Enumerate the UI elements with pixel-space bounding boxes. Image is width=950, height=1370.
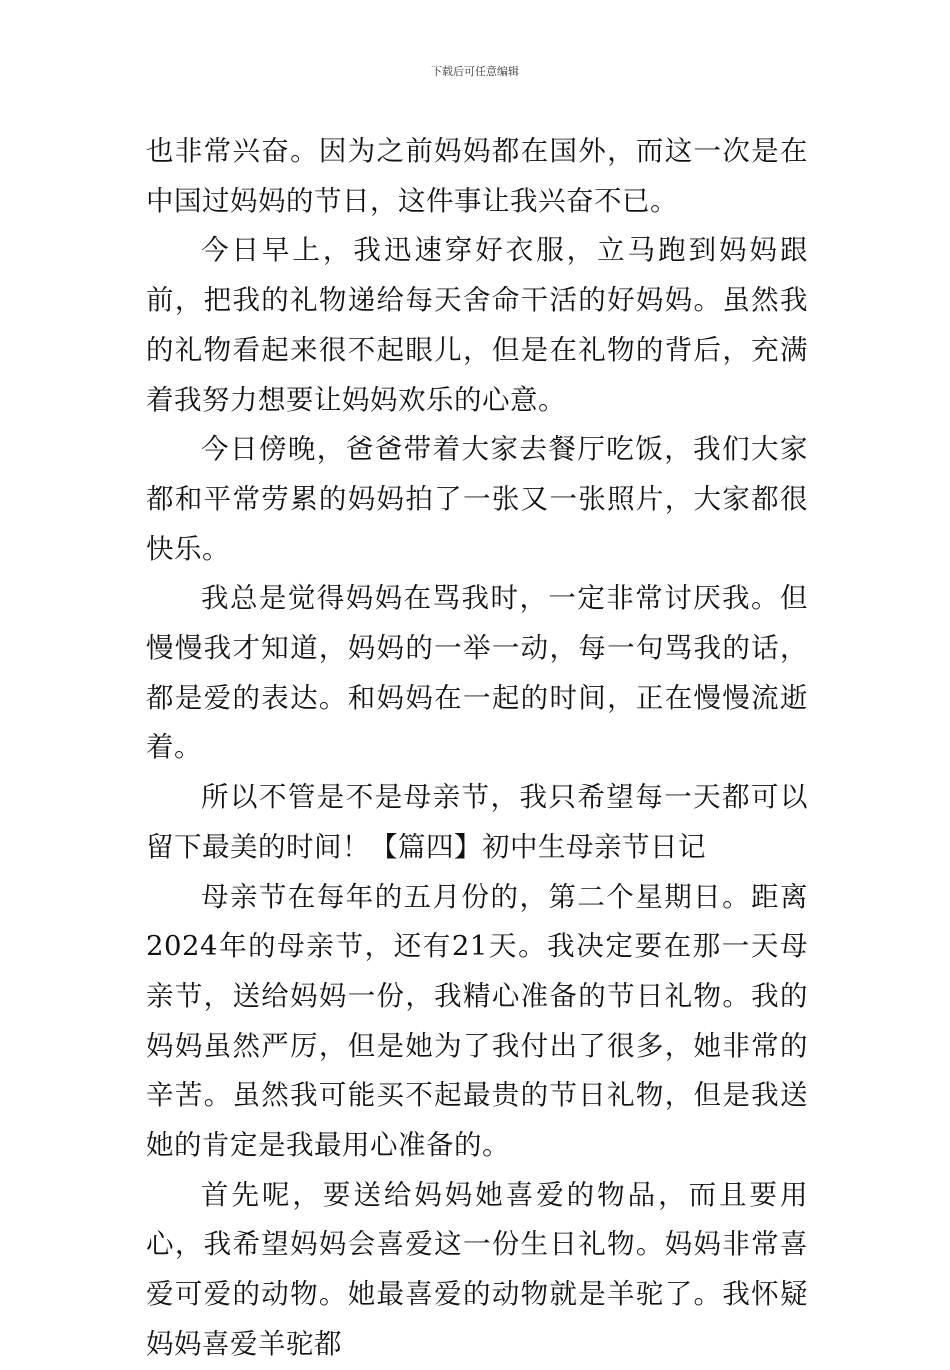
paragraph: 母亲节在每年的五月份的，第二个星期日。距离2024年的母亲节，还有21天。我决定要在那一天母亲节，送给妈妈一份，我精心准备的节日礼物。我的妈妈虽然严厉，但是她为了我付出了很多，她非常的辛苦。虽然我可能买不起最贵的节日礼物，但是我送她的肯定是我最用心准备的。 [146,880,808,1162]
paragraph: 首先呢，要送给妈妈她喜爱的物品，而且要用心，我希望妈妈会喜爱这一份生日礼物。妈妈非常喜爱可爱的动物。她最喜爱的动物就是羊驼了。我怀疑妈妈喜爱羊驼都 [146,1178,808,1360]
page-header-note: 下载后可任意编辑 [431,65,519,78]
paragraph: 我总是觉得妈妈在骂我时，一定非常讨厌我。但慢慢我才知道，妈妈的一举一动，每一句骂我的话，都是爱的表达。和妈妈在一起的时间，正在慢慢流逝着。 [146,582,808,764]
paragraph: 今日早上，我迅速穿好衣服，立马跑到妈妈跟前，把我的礼物递给每天舍命干活的好妈妈。虽然我的礼物看起来很不起眼儿，但是在礼物的背后，充满着我努力想要让妈妈欢乐的心意。 [146,234,808,416]
document-body [146,127,808,1370]
paragraph: 所以不管是不是母亲节，我只希望每一天都可以留下最美的时间！【篇四】初中生母亲节日记 [146,781,808,863]
paragraph: 也非常兴奋。因为之前妈妈都在国外，而这一次是在中国过妈妈的节日，这件事让我兴奋不已。 [146,135,808,217]
paragraph: 今日傍晚，爸爸带着大家去餐厅吃饭，我们大家都和平常劳累的妈妈拍了一张又一张照片，大家都很快乐。 [146,433,808,565]
